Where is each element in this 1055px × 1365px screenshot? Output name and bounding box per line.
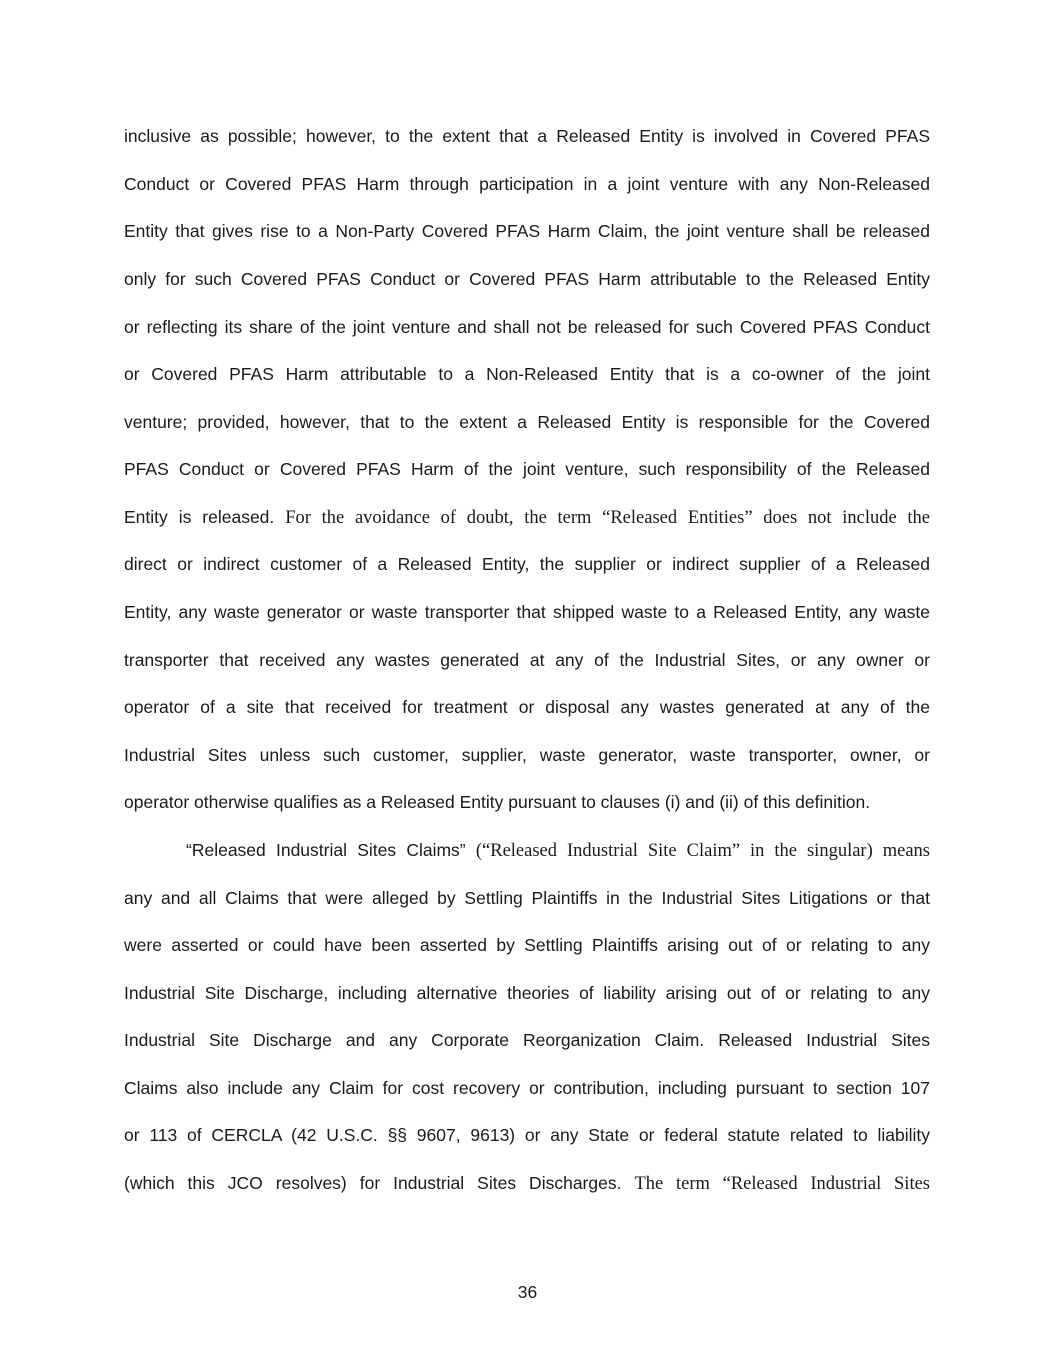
text-line: operator of a site that received for treatment or disposal any wastes generated at any of the <box>124 697 930 717</box>
text-line: direct or indirect customer of a Released Entity, the supplier or indirect supplier of a Released <box>124 554 930 574</box>
text-line: or Covered PFAS Harm attributable to a Non-Released Entity that is a co-owner of the joint <box>124 364 930 384</box>
text-segment-serif: (“Released Industrial Site Claim” in the singular) means <box>475 841 930 861</box>
text-line: any and all Claims that were alleged by Settling Plaintiffs in the Industrial Sites Litigations or that <box>124 888 930 908</box>
text-line: PFAS Conduct or Covered PFAS Harm of the joint venture, such responsibility of the Released <box>124 459 930 479</box>
text-line: transporter that received any wastes generated at any of the Industrial Sites, or any owner or <box>124 650 930 670</box>
text-line: Entity, any waste generator or waste transporter that shipped waste to a Released Entity, any waste <box>124 602 930 622</box>
page-number: 36 <box>517 1282 538 1302</box>
defined-term: “Released Industrial Sites Claims” <box>186 840 466 860</box>
text-line: Claims also include any Claim for cost recovery or contribution, including pursuant to section 107 <box>124 1078 930 1098</box>
text-segment: (which this JCO resolves) for Industrial Sites Discharges. <box>124 1173 622 1193</box>
text-segment: Entity is released. <box>124 507 275 527</box>
text-line <box>124 1168 930 1198</box>
text-line <box>186 835 930 865</box>
text-line: were asserted or could have been asserted by Settling Plaintiffs arising out of or relating to any <box>124 935 930 955</box>
text-line: inclusive as possible; however, to the extent that a Released Entity is involved in Covered PFAS <box>124 126 930 146</box>
text-line <box>124 502 930 532</box>
text-segment-serif: For the avoidance of doubt, the term “Released Entities” does not include the <box>285 508 930 528</box>
text-line: or reflecting its share of the joint venture and shall not be released for such Covered PFAS Conduct <box>124 317 930 337</box>
text-line: or 113 of CERCLA (42 U.S.C. §§ 9607, 9613) or any State or federal statute related to liability <box>124 1125 930 1145</box>
text-line: Industrial Sites unless such customer, supplier, waste generator, waste transporter, owner, or <box>124 745 930 765</box>
text-segment-serif: The term “Released Industrial Sites <box>634 1174 930 1194</box>
text-line: operator otherwise qualifies as a Released Entity pursuant to clauses (i) and (ii) of this definition. <box>124 792 871 812</box>
text-line: Industrial Site Discharge, including alternative theories of liability arising out of or relating to any <box>124 983 930 1003</box>
text-line: Conduct or Covered PFAS Harm through participation in a joint venture with any Non-Released <box>124 174 930 194</box>
text-line: Entity that gives rise to a Non-Party Covered PFAS Harm Claim, the joint venture shall be released <box>124 221 930 241</box>
text-line: Industrial Site Discharge and any Corporate Reorganization Claim. Released Industrial Sites <box>124 1030 930 1050</box>
text-line: only for such Covered PFAS Conduct or Covered PFAS Harm attributable to the Released Entity <box>124 269 930 289</box>
text-line: venture; provided, however, that to the extent a Released Entity is responsible for the Covered <box>124 412 930 432</box>
